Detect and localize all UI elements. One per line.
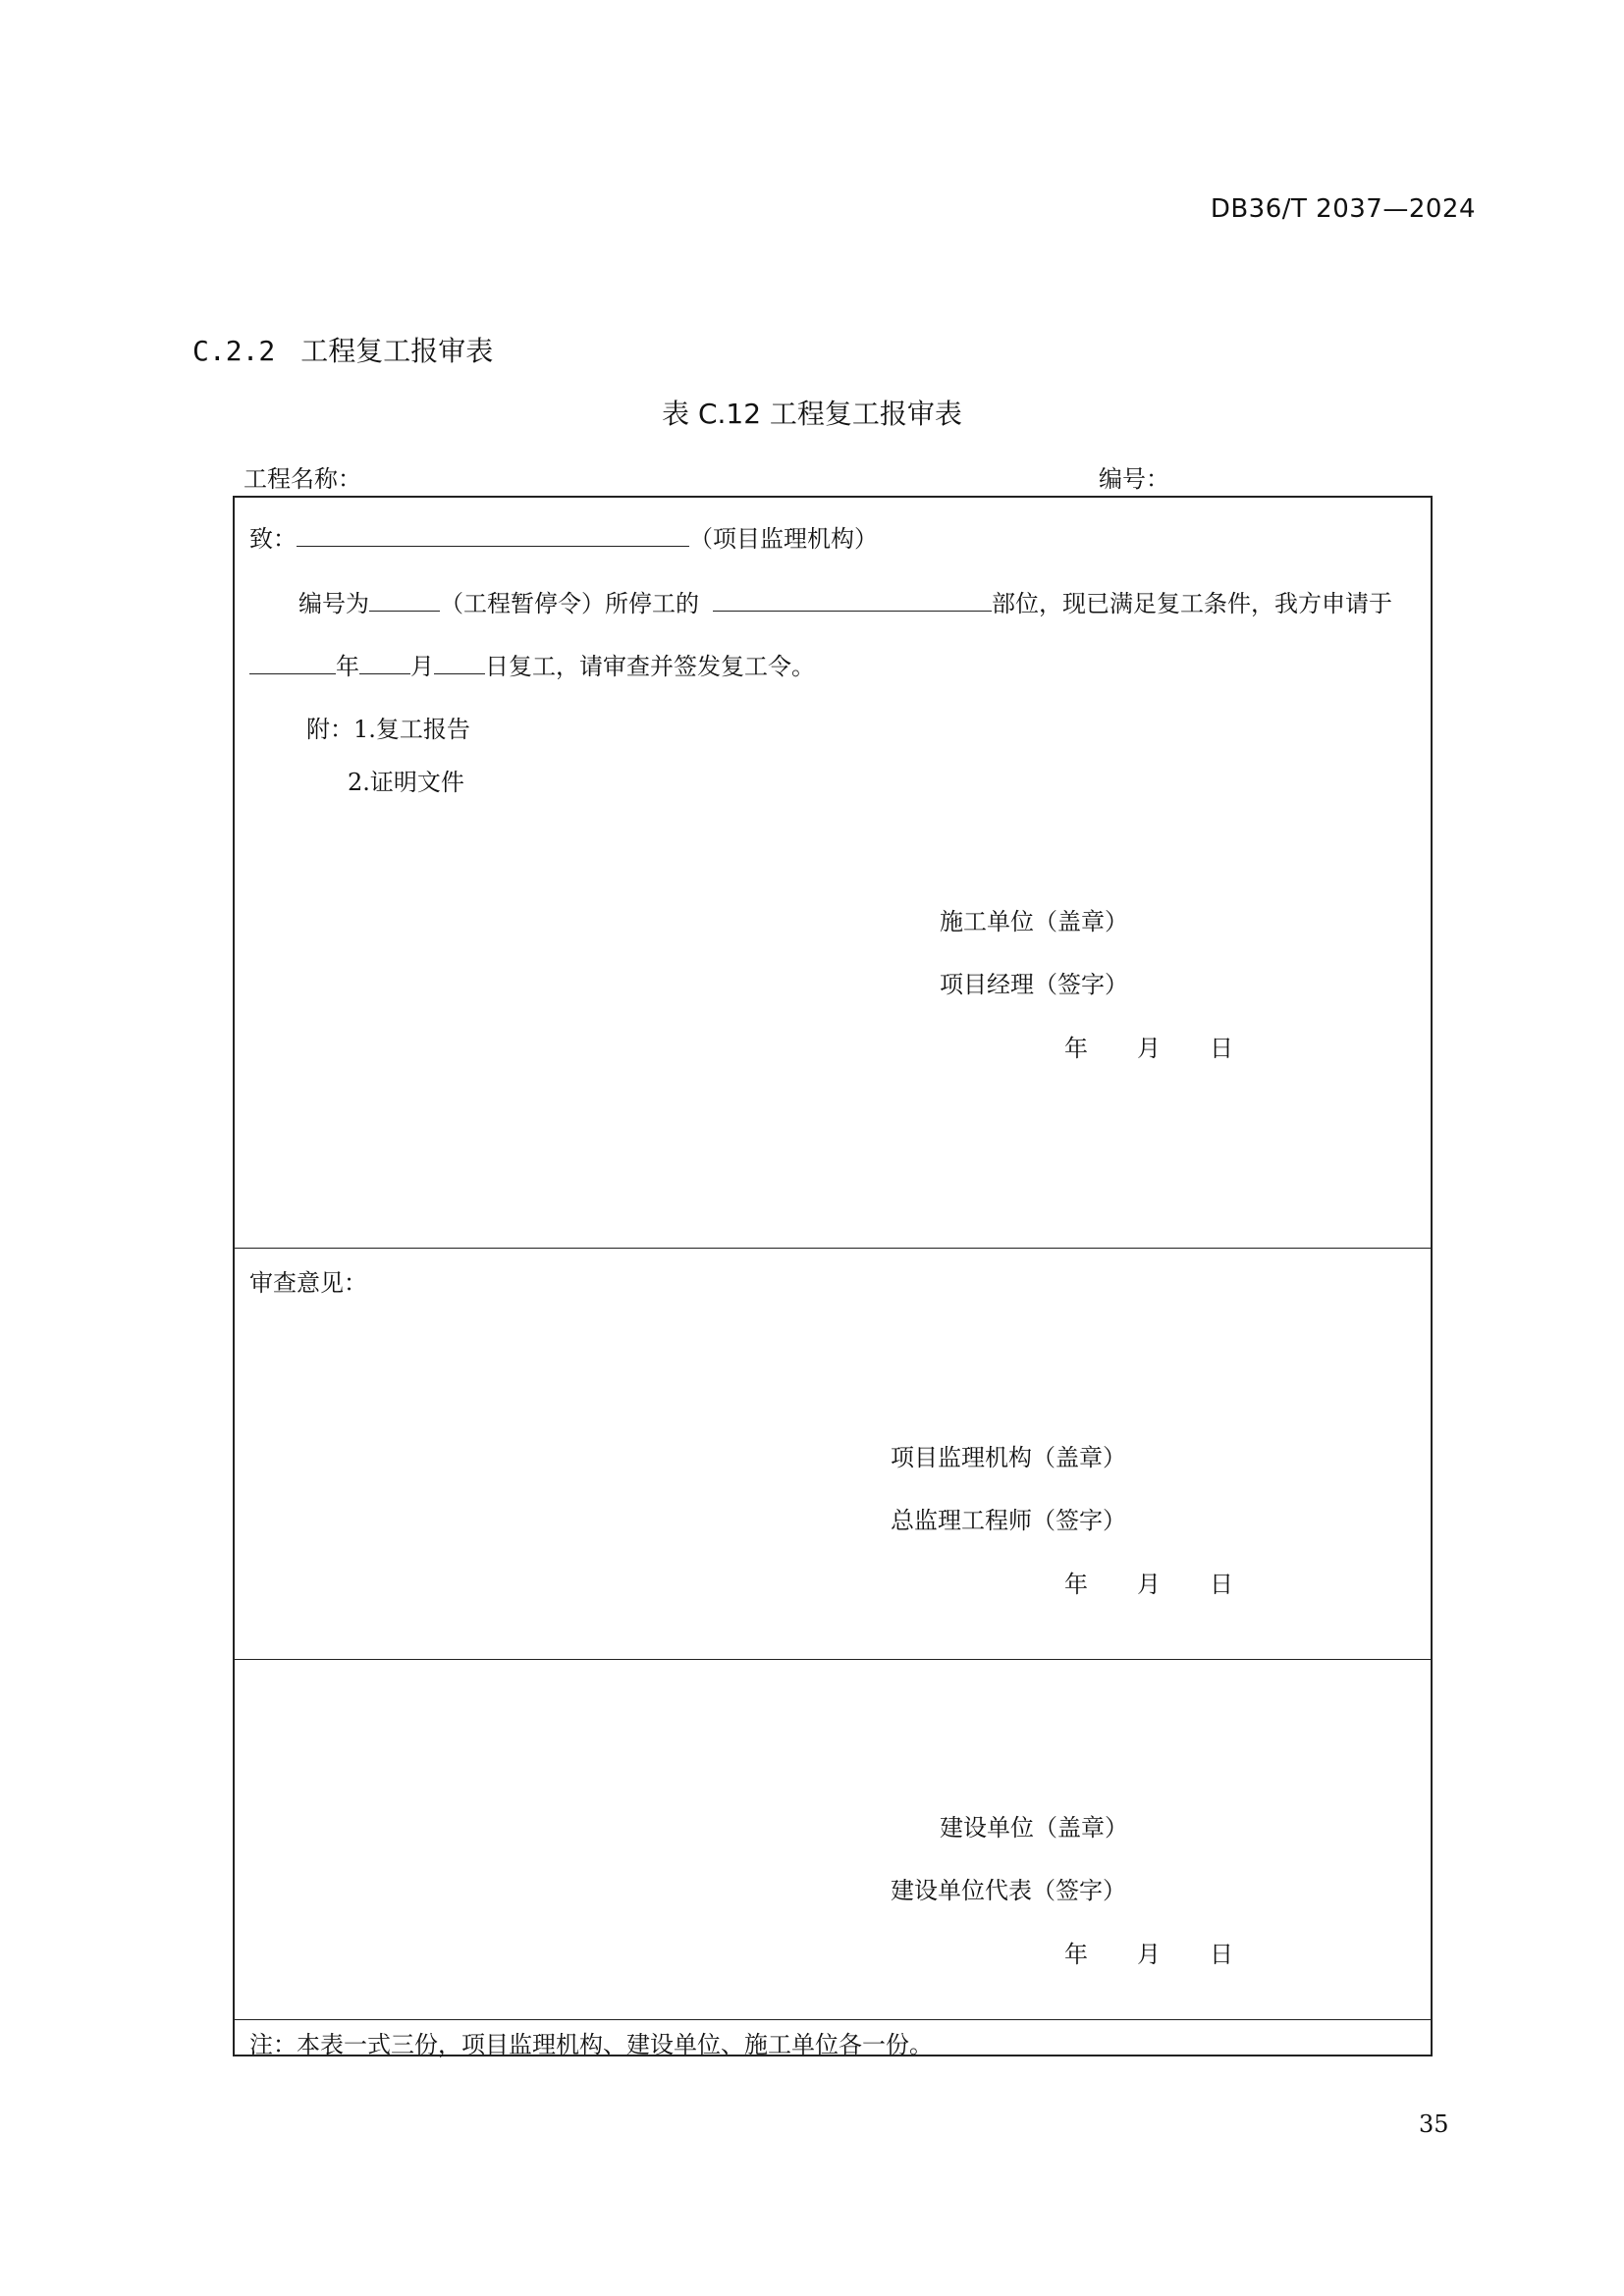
chief-engineer-signature: 总监理工程师（签字） bbox=[891, 1507, 1126, 1534]
year-label: 年 bbox=[336, 653, 359, 680]
date-line-2 bbox=[1064, 1565, 1233, 1599]
month-blank[interactable] bbox=[359, 650, 410, 674]
attachment-1: 附：1.复工报告 bbox=[306, 716, 470, 743]
section-heading bbox=[192, 330, 493, 369]
page-number: 35 bbox=[1419, 2110, 1449, 2138]
day-blank[interactable] bbox=[434, 650, 485, 674]
to-suffix: （项目监理机构） bbox=[689, 525, 878, 553]
order-number-blank[interactable] bbox=[369, 587, 440, 612]
date-month: 月 bbox=[1137, 1035, 1161, 1062]
section-number: C.2.2 bbox=[192, 335, 276, 367]
number-label: 编号： bbox=[1099, 465, 1169, 493]
addressee-line bbox=[249, 519, 878, 554]
date-year: 年 bbox=[1064, 1941, 1088, 1968]
date-day: 日 bbox=[1210, 1035, 1233, 1062]
owner-representative-signature: 建设单位代表（签字） bbox=[891, 1877, 1126, 1904]
form-note: 注：本表一式三份，项目监理机构、建设单位、施工单位各一份。 bbox=[249, 2031, 933, 2058]
location-blank[interactable] bbox=[713, 587, 992, 612]
date-year: 年 bbox=[1064, 1035, 1088, 1062]
standard-code: DB36/T 2037—2024 bbox=[1210, 194, 1476, 224]
supervisor-seal: 项目监理机构（盖章） bbox=[891, 1444, 1126, 1471]
review-form bbox=[233, 496, 1433, 2056]
row-divider-3 bbox=[235, 2019, 1431, 2020]
addressee-blank[interactable] bbox=[297, 522, 689, 547]
date-month: 月 bbox=[1137, 1941, 1161, 1968]
row-divider-2 bbox=[235, 1659, 1431, 1660]
section-title: 工程复工报审表 bbox=[300, 335, 494, 367]
date-line-1 bbox=[1064, 1029, 1233, 1063]
para-text-d: 日复工，请审查并签发复工令。 bbox=[485, 653, 815, 680]
to-label: 致： bbox=[249, 525, 297, 553]
table-title: 表 C.12 工程复工报审表 bbox=[662, 398, 962, 430]
owner-seal: 建设单位（盖章） bbox=[940, 1814, 1128, 1842]
request-paragraph-line1 bbox=[298, 584, 1392, 618]
para-text-b: （工程暂停令）所停工的 bbox=[440, 590, 699, 617]
date-line-3 bbox=[1064, 1935, 1233, 1969]
year-blank[interactable] bbox=[249, 650, 336, 674]
contractor-seal: 施工单位（盖章） bbox=[940, 908, 1128, 935]
month-label: 月 bbox=[410, 653, 434, 680]
row-divider-1 bbox=[235, 1248, 1431, 1249]
para-text-a: 编号为 bbox=[298, 590, 369, 617]
para-text-c: 部位，现已满足复工条件，我方申请于 bbox=[992, 590, 1392, 617]
project-manager-signature: 项目经理（签字） bbox=[940, 971, 1128, 998]
date-day: 日 bbox=[1210, 1941, 1233, 1968]
date-year: 年 bbox=[1064, 1571, 1088, 1598]
review-opinion-label: 审查意见： bbox=[249, 1269, 367, 1297]
date-day: 日 bbox=[1210, 1571, 1233, 1598]
request-paragraph-line2 bbox=[249, 647, 815, 681]
attachment-2: 2.证明文件 bbox=[348, 769, 464, 796]
project-name-label: 工程名称： bbox=[244, 465, 361, 493]
date-month: 月 bbox=[1137, 1571, 1161, 1598]
